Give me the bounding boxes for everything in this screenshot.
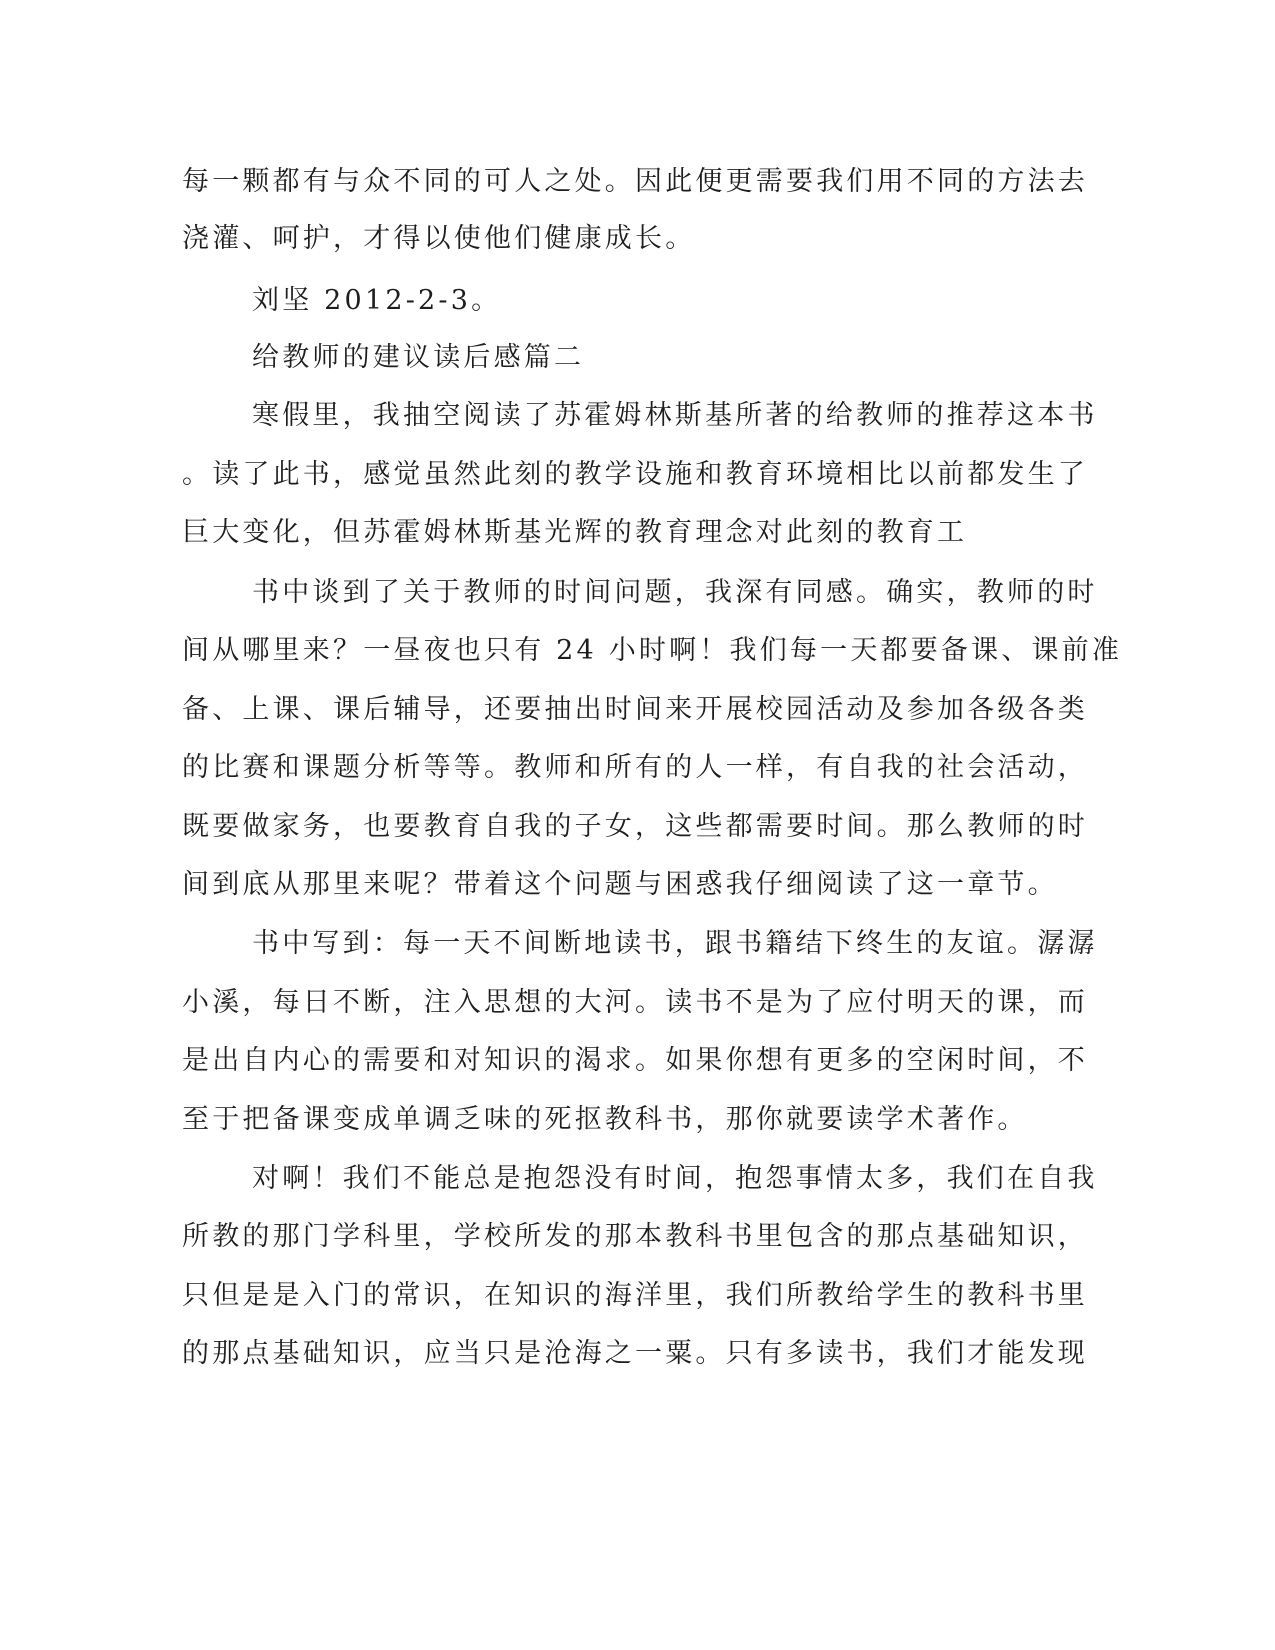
text-line: 的比赛和课题分析等等。教师和所有的人一样，有自我的社会活动， xyxy=(182,752,1088,783)
text-line: 。读了此书，感觉虽然此刻的教学设施和教育环境相比以前都发生了 xyxy=(182,459,1088,490)
text-line: 的那点基础知识，应当只是沧海之一粟。只有多读书，我们才能发现 xyxy=(182,1338,1088,1369)
text-line: 书中谈到了关于教师的时间问题，我深有同感。确实，教师的时 xyxy=(252,577,1098,608)
section-heading: 给教师的建议读后感篇二 xyxy=(252,342,585,373)
text-line: 寒假里，我抽空阅读了苏霍姆林斯基所著的给教师的推荐这本书 xyxy=(252,400,1098,431)
text-line: 对啊！我们不能总是抱怨没有时间，抱怨事情太多，我们在自我 xyxy=(252,1163,1098,1194)
text-line: 既要做家务，也要教育自我的子女，这些都需要时间。那么教师的时 xyxy=(182,811,1088,842)
text-line: 是出自内心的需要和对知识的渴求。如果你想有更多的空闲时间，不 xyxy=(182,1045,1088,1076)
text-line: 书中写到：每一天不间断地读书，跟书籍结下终生的友谊。潺潺 xyxy=(252,928,1098,959)
text-line: 只但是是入门的常识，在知识的海洋里，我们所教给学生的教科书里 xyxy=(182,1280,1088,1311)
text-line: 巨大变化，但苏霍姆林斯基光辉的教育理念对此刻的教育工 xyxy=(182,517,968,548)
text-line: 浇灌、呵护，才得以使他们健康成长。 xyxy=(182,223,696,254)
text-line: 至于把备课变成单调乏味的死抠教科书，那你就要读学术著作。 xyxy=(182,1104,1028,1135)
text-line: 每一颗都有与众不同的可人之处。因此便更需要我们用不同的方法去 xyxy=(182,166,1088,197)
text-line: 小溪，每日不断，注入思想的大河。读书不是为了应付明天的课，而 xyxy=(182,987,1088,1018)
text-line: 所教的那门学科里，学校所发的那本教科书里包含的那点基础知识， xyxy=(182,1221,1088,1252)
text-line: 间从哪里来？一昼夜也只有 24 小时啊！我们每一天都要备课、课前准 xyxy=(182,635,1123,666)
text-line: 间到底从那里来呢？带着这个问题与困惑我仔细阅读了这一章节。 xyxy=(182,869,1058,900)
signature-line: 刘坚 2012-2-3。 xyxy=(252,285,502,316)
text-line: 备、上课、课后辅导，还要抽出时间来开展校园活动及参加各级各类 xyxy=(182,694,1088,725)
